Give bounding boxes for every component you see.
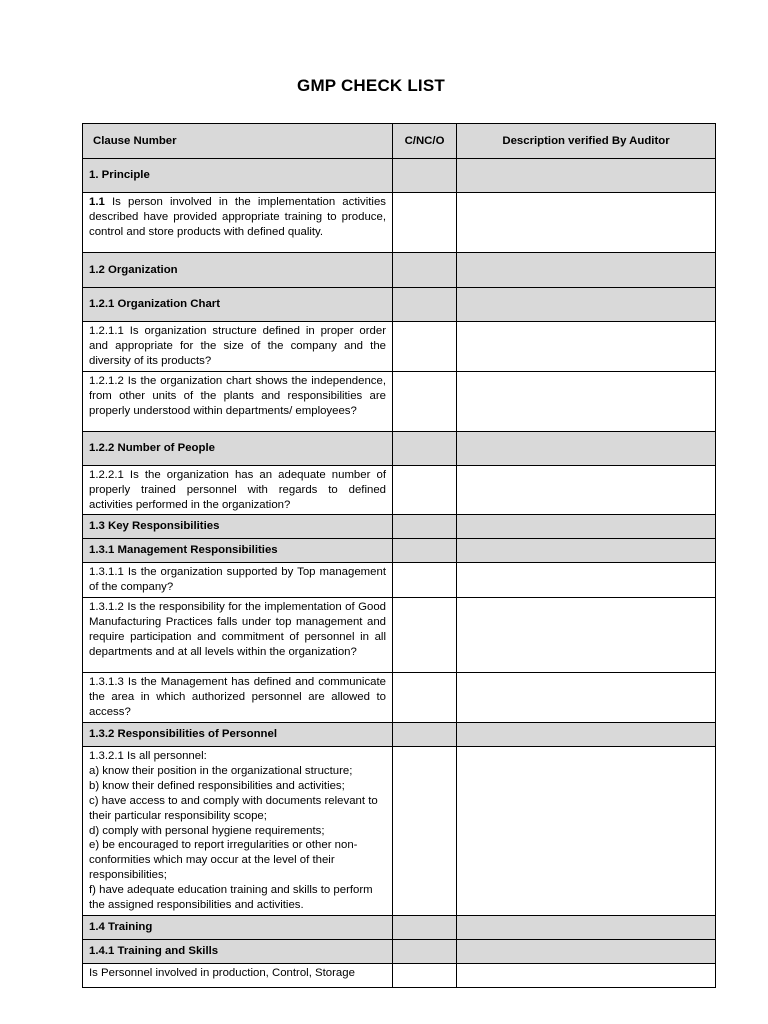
question-row xyxy=(83,746,716,915)
description-cell[interactable] xyxy=(457,288,716,322)
section-row xyxy=(83,915,716,939)
status-cell[interactable] xyxy=(393,563,457,598)
status-cell[interactable] xyxy=(393,253,457,288)
description-cell[interactable] xyxy=(457,253,716,288)
description-cell[interactable] xyxy=(457,465,716,515)
status-cell[interactable] xyxy=(393,722,457,746)
column-header-clause: Clause Number xyxy=(83,124,393,159)
status-cell[interactable] xyxy=(393,539,457,563)
status-cell[interactable] xyxy=(393,915,457,939)
status-cell[interactable] xyxy=(393,159,457,193)
question-text: 1.2.1.1 Is organization structure defined in proper order and appropriate for the size of the company and the diversity of its products? xyxy=(83,322,393,372)
description-cell[interactable] xyxy=(457,159,716,193)
section-title: 1.2 Organization xyxy=(83,253,393,288)
description-cell[interactable] xyxy=(457,598,716,673)
section-row xyxy=(83,253,716,288)
section-title: 1. Principle xyxy=(83,159,393,193)
section-title: 1.2.2 Number of People xyxy=(83,431,393,465)
description-cell[interactable] xyxy=(457,915,716,939)
question-row xyxy=(83,465,716,515)
description-cell[interactable] xyxy=(457,322,716,372)
question-row xyxy=(83,193,716,253)
description-cell[interactable] xyxy=(457,431,716,465)
question-text: 1.3.2.1 Is all personnel: a) know their position in the organizational structure; b) know their defined responsibilities and activities; c) have access to and comply with documents relevant to their particular responsibility scope; d) comply with personal hygiene requirements; e) be encouraged to report irregularities or other non-conformities which may occur at the level of their responsibilities; f) have adequate education training and skills to perform the assigned responsibilities and activities. xyxy=(83,746,393,915)
description-cell[interactable] xyxy=(457,193,716,253)
section-title: 1.3 Key Responsibilities xyxy=(83,515,393,539)
section-row xyxy=(83,539,716,563)
description-cell[interactable] xyxy=(457,746,716,915)
status-cell[interactable] xyxy=(393,193,457,253)
table-header-row xyxy=(83,124,716,159)
description-cell[interactable] xyxy=(457,539,716,563)
section-row xyxy=(83,159,716,193)
status-cell[interactable] xyxy=(393,288,457,322)
question-text: 1.3.1.3 Is the Management has defined and communicate the area in which authorized personnel are allowed to access? xyxy=(83,673,393,723)
section-row xyxy=(83,431,716,465)
section-title: 1.4 Training xyxy=(83,915,393,939)
column-header-status: C/NC/O xyxy=(393,124,457,159)
description-cell[interactable] xyxy=(457,673,716,723)
column-header-description: Description verified By Auditor xyxy=(457,124,716,159)
status-cell[interactable] xyxy=(393,431,457,465)
question-row xyxy=(83,322,716,372)
status-cell[interactable] xyxy=(393,673,457,723)
description-cell[interactable] xyxy=(457,963,716,987)
section-row xyxy=(83,515,716,539)
section-row xyxy=(83,722,716,746)
question-row xyxy=(83,673,716,723)
section-row xyxy=(83,288,716,322)
status-cell[interactable] xyxy=(393,746,457,915)
clause-number: 1.1 xyxy=(89,196,105,208)
description-cell[interactable] xyxy=(457,563,716,598)
status-cell[interactable] xyxy=(393,598,457,673)
question-text: Is Personnel involved in production, Control, Storage xyxy=(83,963,393,987)
status-cell[interactable] xyxy=(393,939,457,963)
question-row xyxy=(83,371,716,431)
question-text: 1.3.1.2 Is the responsibility for the implementation of Good Manufacturing Practices falls under top management and require participation and commitment of personnel in all departments and at all levels within the organization? xyxy=(83,598,393,673)
checklist-table xyxy=(82,123,716,988)
status-cell[interactable] xyxy=(393,963,457,987)
question-text: 1.1 Is person involved in the implementation activities described have provided appropriate training to produce, control and store products with defined quality. xyxy=(83,193,393,253)
section-row xyxy=(83,939,716,963)
question-text: 1.2.2.1 Is the organization has an adequate number of properly trained personnel with regards to defined activities performed in the organization? xyxy=(83,465,393,515)
status-cell[interactable] xyxy=(393,322,457,372)
question-row xyxy=(83,598,716,673)
question-row xyxy=(83,563,716,598)
question-row xyxy=(83,963,716,987)
description-cell[interactable] xyxy=(457,371,716,431)
description-cell[interactable] xyxy=(457,722,716,746)
question-text: 1.2.1.2 Is the organization chart shows the independence, from other units of the plants and responsibilities are properly understood within departments/ employees? xyxy=(83,371,393,431)
question-text: 1.3.1.1 Is the organization supported by Top management of the company? xyxy=(83,563,393,598)
description-cell[interactable] xyxy=(457,939,716,963)
description-cell[interactable] xyxy=(457,515,716,539)
status-cell[interactable] xyxy=(393,515,457,539)
page-title: GMP CHECK LIST xyxy=(297,76,445,95)
status-cell[interactable] xyxy=(393,371,457,431)
section-title: 1.4.1 Training and Skills xyxy=(83,939,393,963)
section-title: 1.3.1 Management Responsibilities xyxy=(83,539,393,563)
status-cell[interactable] xyxy=(393,465,457,515)
section-title: 1.2.1 Organization Chart xyxy=(83,288,393,322)
section-title: 1.3.2 Responsibilities of Personnel xyxy=(83,722,393,746)
